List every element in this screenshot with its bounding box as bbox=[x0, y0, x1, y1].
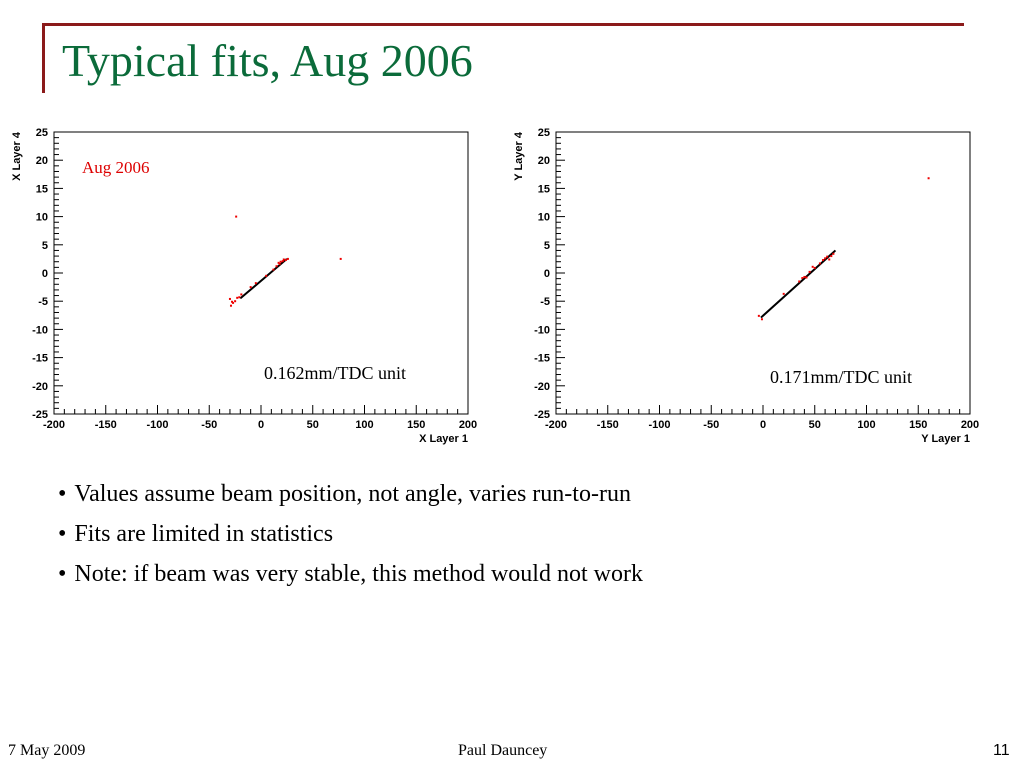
data-point bbox=[822, 259, 824, 261]
y-tick-label: 15 bbox=[537, 183, 550, 196]
data-point bbox=[758, 315, 760, 317]
calibration-annotation: 0.162mm/TDC unit bbox=[264, 363, 407, 383]
y-tick-label: -5 bbox=[38, 296, 48, 309]
y-tick-label: -20 bbox=[534, 380, 550, 393]
x-tick-label: -150 bbox=[94, 419, 117, 431]
x-tick-label: 150 bbox=[909, 419, 928, 431]
data-point bbox=[280, 261, 282, 263]
y-tick-label: 20 bbox=[537, 155, 550, 168]
y-tick-label: 15 bbox=[35, 183, 48, 196]
bullet-list bbox=[58, 474, 643, 594]
data-point bbox=[809, 271, 811, 273]
data-point bbox=[803, 276, 805, 278]
x-tick-label: 200 bbox=[458, 419, 478, 431]
data-point bbox=[340, 258, 342, 260]
x-tick-label: 200 bbox=[960, 419, 980, 431]
y-tick-label: 10 bbox=[537, 211, 550, 224]
data-point bbox=[265, 275, 267, 277]
data-point bbox=[761, 318, 763, 320]
y-tick-label: 0 bbox=[543, 268, 550, 280]
data-point bbox=[287, 258, 289, 260]
chart-y-layer-scatter bbox=[510, 112, 992, 450]
data-point bbox=[830, 255, 832, 257]
plot-y-layers bbox=[510, 112, 992, 450]
y-tick-label: 20 bbox=[35, 155, 48, 168]
data-point bbox=[278, 262, 280, 264]
footer-author: Paul Dauncey bbox=[458, 742, 548, 759]
y-tick-label: -20 bbox=[32, 380, 48, 393]
y-axis-label: X Layer 4 bbox=[11, 132, 23, 181]
data-point bbox=[285, 259, 287, 261]
y-tick-label: -10 bbox=[32, 324, 48, 337]
x-tick-label: 100 bbox=[355, 419, 374, 431]
x-tick-label: -200 bbox=[42, 419, 66, 431]
x-tick-label: 150 bbox=[407, 419, 426, 431]
data-point bbox=[255, 282, 257, 284]
y-axis-label: Y Layer 4 bbox=[513, 132, 525, 181]
chart-x-layer-scatter bbox=[8, 112, 490, 450]
data-point bbox=[819, 262, 821, 264]
y-tick-label: 5 bbox=[543, 239, 550, 252]
y-tick-label: -10 bbox=[534, 324, 550, 337]
y-tick-label: 25 bbox=[537, 127, 550, 139]
x-tick-label: -50 bbox=[703, 419, 720, 431]
data-point bbox=[826, 256, 828, 258]
y-tick-label: 0 bbox=[41, 268, 48, 280]
bullet-text: Fits are limited in statistics bbox=[74, 521, 334, 547]
x-tick-label: -150 bbox=[596, 419, 619, 431]
data-point bbox=[231, 301, 233, 303]
y-tick-label: 5 bbox=[41, 239, 48, 252]
slide-title: Typical fits, Aug 2006 bbox=[62, 35, 473, 86]
x-axis-label: X Layer 1 bbox=[419, 433, 468, 445]
title-accent-rule bbox=[42, 23, 964, 26]
bullet-dot-icon: • bbox=[58, 561, 67, 587]
data-point bbox=[812, 266, 814, 268]
x-tick-label: -200 bbox=[544, 419, 568, 431]
data-point bbox=[832, 253, 834, 255]
y-tick-label: -15 bbox=[32, 352, 48, 365]
y-tick-label: -5 bbox=[540, 296, 550, 309]
x-tick-label: 50 bbox=[306, 419, 319, 431]
legend-label: Aug 2006 bbox=[82, 158, 150, 177]
data-point bbox=[234, 300, 236, 302]
y-tick-label: 10 bbox=[35, 211, 48, 224]
data-point bbox=[824, 257, 826, 259]
calibration-annotation: 0.171mm/TDC unit bbox=[770, 367, 913, 387]
data-point bbox=[814, 267, 816, 269]
bullet-text: Note: if beam was very stable, this method would not work bbox=[74, 561, 643, 587]
data-point bbox=[283, 258, 285, 260]
data-point bbox=[240, 293, 242, 295]
bullet-item bbox=[58, 514, 643, 554]
x-tick-label: -50 bbox=[201, 419, 218, 431]
x-tick-label: 50 bbox=[808, 419, 821, 431]
x-tick-label: 100 bbox=[857, 419, 876, 431]
bullet-dot-icon: • bbox=[58, 481, 67, 507]
bullet-text: Values assume beam position, not angle, varies run-to-run bbox=[74, 481, 631, 507]
data-point bbox=[250, 286, 252, 288]
x-axis-label: Y Layer 1 bbox=[921, 433, 970, 445]
data-point bbox=[238, 296, 240, 298]
data-point bbox=[805, 277, 807, 279]
bullet-dot-icon: • bbox=[58, 521, 67, 547]
plot-x-layers bbox=[8, 112, 490, 450]
x-tick-label: 0 bbox=[257, 419, 265, 431]
data-point bbox=[798, 280, 800, 282]
data-point bbox=[236, 297, 238, 299]
bullet-item bbox=[58, 554, 643, 594]
data-point bbox=[801, 277, 803, 279]
x-tick-label: -100 bbox=[648, 419, 671, 431]
data-point bbox=[276, 265, 278, 267]
title-accent-bar bbox=[42, 23, 45, 93]
data-point bbox=[783, 293, 785, 295]
bullet-item bbox=[58, 474, 643, 514]
y-tick-label: 25 bbox=[35, 127, 48, 139]
footer-date: 7 May 2009 bbox=[8, 742, 86, 759]
x-tick-label: 0 bbox=[759, 419, 767, 431]
x-tick-label: -100 bbox=[146, 419, 169, 431]
footer-page-number: 11 bbox=[993, 742, 1010, 759]
data-point bbox=[272, 269, 274, 271]
data-point bbox=[229, 298, 231, 300]
data-point bbox=[235, 216, 237, 218]
data-point bbox=[828, 258, 830, 260]
data-point bbox=[230, 305, 232, 307]
y-tick-label: -25 bbox=[32, 409, 48, 421]
y-tick-label: -25 bbox=[534, 409, 550, 421]
data-point bbox=[928, 177, 930, 179]
y-tick-label: -15 bbox=[534, 352, 550, 365]
